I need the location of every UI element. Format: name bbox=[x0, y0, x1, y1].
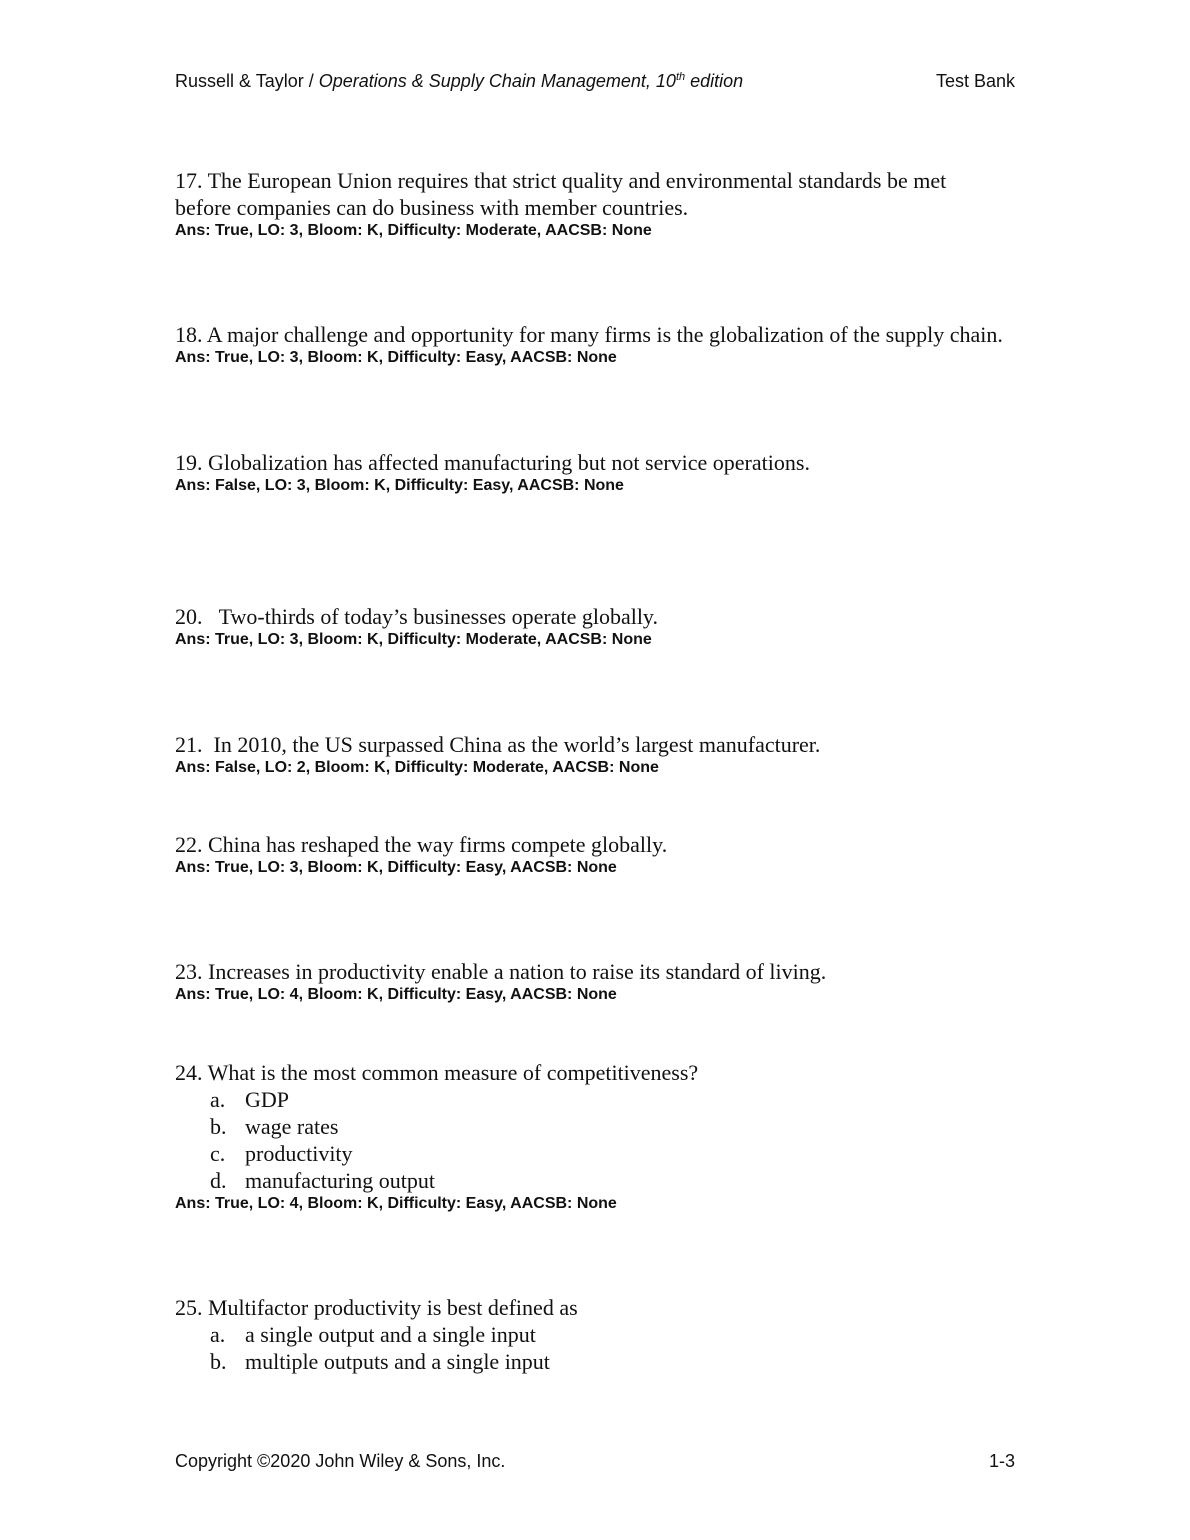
question-24 bbox=[175, 1059, 1005, 1213]
question-text: 17. The European Union requires that strict quality and environmental standards be met before companies can do business with member countries. bbox=[175, 168, 947, 220]
option-d: d. manufacturing output bbox=[210, 1168, 436, 1193]
answer-key: Ans: True, LO: 3, Bloom: K, Difficulty: Moderate, AACSB: None bbox=[175, 631, 652, 648]
header-test-bank-label: Test Bank bbox=[935, 71, 1015, 91]
option-c: c. productivity bbox=[210, 1141, 353, 1166]
question-text: 23. Increases in productivity enable a nation to raise its standard of living. bbox=[175, 959, 827, 984]
answer-key: Ans: True, LO: 3, Bloom: K, Difficulty: Easy, AACSB: None bbox=[175, 349, 617, 366]
page-footer bbox=[175, 1450, 1015, 1472]
option-b: b. wage rates bbox=[210, 1114, 339, 1139]
question-21 bbox=[175, 731, 1005, 777]
question-text: 25. Multifactor productivity is best defined as bbox=[175, 1295, 578, 1320]
question-18 bbox=[175, 321, 1005, 367]
page-number: 1-3 bbox=[988, 1451, 1015, 1471]
question-22 bbox=[175, 831, 1005, 877]
copyright-notice: Copyright ©2020 John Wiley & Sons, Inc. bbox=[175, 1451, 506, 1471]
answer-options bbox=[175, 1086, 1005, 1194]
question-text: 22. China has reshaped the way firms compete globally. bbox=[175, 832, 668, 857]
question-text: 21. In 2010, the US surpassed China as the world’s largest manufacturer. bbox=[175, 732, 821, 757]
answer-key: Ans: True, LO: 4, Bloom: K, Difficulty: Easy, AACSB: None bbox=[175, 1195, 617, 1212]
question-text: 24. What is the most common measure of competitiveness? bbox=[175, 1060, 699, 1085]
option-a: a. a single output and a single input bbox=[210, 1322, 536, 1347]
question-23 bbox=[175, 958, 1005, 1004]
question-20 bbox=[175, 603, 1005, 649]
question-19 bbox=[175, 449, 1005, 495]
answer-key: Ans: False, LO: 2, Bloom: K, Difficulty: Moderate, AACSB: None bbox=[175, 759, 659, 776]
question-25 bbox=[175, 1294, 1005, 1375]
answer-key: Ans: True, LO: 4, Bloom: K, Difficulty: Easy, AACSB: None bbox=[175, 986, 617, 1003]
question-text: 19. Globalization has affected manufacturing but not service operations. bbox=[175, 450, 810, 475]
answer-key: Ans: False, LO: 3, Bloom: K, Difficulty: Easy, AACSB: None bbox=[175, 477, 624, 494]
answer-key: Ans: True, LO: 3, Bloom: K, Difficulty: Easy, AACSB: None bbox=[175, 859, 617, 876]
header-book-title: Operations & Supply Chain Management, 10th edition bbox=[318, 71, 744, 91]
page-header bbox=[175, 70, 1015, 92]
question-text: 18. A major challenge and opportunity for many firms is the globalization of the supply chain. bbox=[175, 322, 1003, 347]
option-a: a. GDP bbox=[210, 1087, 290, 1112]
question-text: 20. Two-thirds of today’s businesses operate globally. bbox=[175, 604, 659, 629]
header-edition-superscript: th bbox=[675, 71, 686, 83]
header-authors: Russell & Taylor / bbox=[175, 71, 319, 91]
question-17 bbox=[175, 167, 1005, 240]
answer-options bbox=[175, 1321, 1005, 1375]
option-b: b. multiple outputs and a single input bbox=[210, 1349, 550, 1374]
answer-key: Ans: True, LO: 3, Bloom: K, Difficulty: Moderate, AACSB: None bbox=[175, 222, 652, 239]
